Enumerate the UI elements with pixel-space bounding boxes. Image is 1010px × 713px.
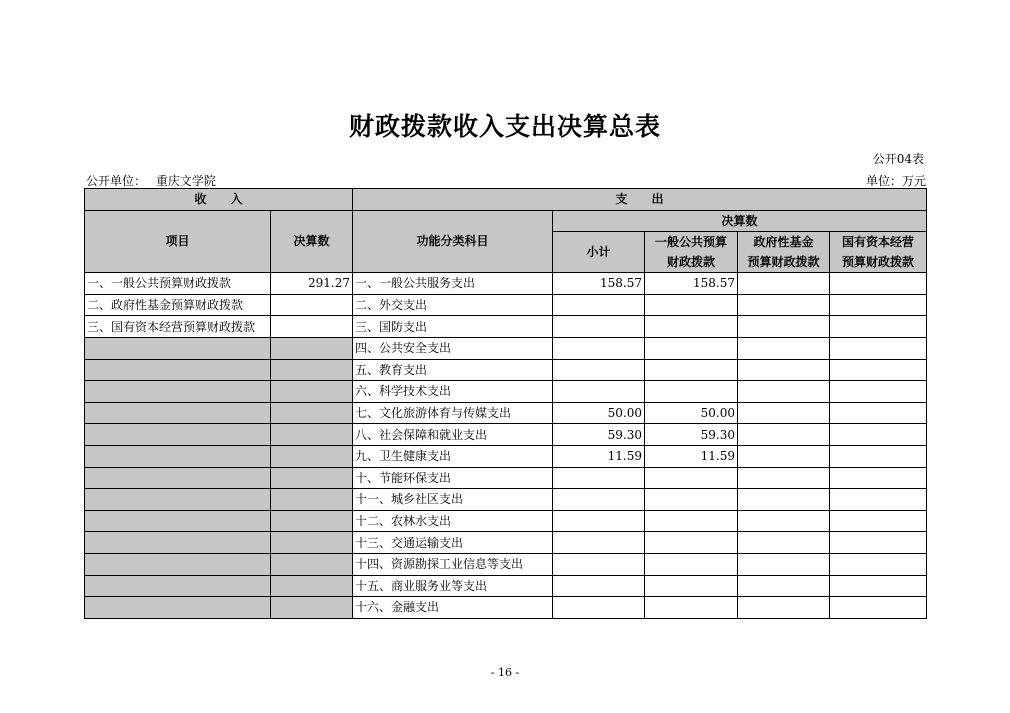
- gov-fund-cell: [738, 532, 830, 554]
- form-number: 公开04表: [872, 152, 924, 166]
- function-category-header: 功能分类科目: [353, 210, 553, 273]
- income-amount-cell: [271, 575, 353, 597]
- subtotal-cell: 158.57: [553, 273, 645, 295]
- general-budget-cell: [645, 575, 738, 597]
- subtotal-cell: [553, 553, 645, 575]
- state-capital-header-line1: 国有资本经营: [842, 235, 915, 250]
- function-category-cell: 八、社会保障和就业支出: [353, 424, 553, 446]
- function-category-cell: 十二、农林水支出: [353, 510, 553, 532]
- function-category-cell: 一、一般公共服务支出: [353, 273, 553, 295]
- subtotal-header: 小计: [553, 232, 645, 273]
- subtotal-cell: [553, 337, 645, 359]
- income-item-cell: [85, 510, 271, 532]
- gov-fund-cell: [738, 553, 830, 575]
- income-item-cell: [85, 553, 271, 575]
- gov-fund-cell: [738, 359, 830, 381]
- gov-fund-cell: [738, 273, 830, 295]
- subtotal-cell: 50.00: [553, 402, 645, 424]
- income-amount-cell: [271, 381, 353, 403]
- income-item-cell: 一、一般公共预算财政拨款: [85, 273, 271, 295]
- table-row: [85, 597, 927, 619]
- state-capital-cell: [830, 489, 927, 511]
- state-capital-header: [830, 232, 927, 273]
- page-number: - 16 -: [490, 666, 520, 679]
- gov-fund-header: [738, 232, 830, 273]
- general-budget-cell: 50.00: [645, 402, 738, 424]
- state-capital-cell: [830, 597, 927, 619]
- income-item-cell: [85, 445, 271, 467]
- income-amount-cell: [271, 467, 353, 489]
- income-amount-cell: [271, 597, 353, 619]
- table-row: [85, 575, 927, 597]
- income-amount-cell: [271, 510, 353, 532]
- general-budget-cell: [645, 597, 738, 619]
- income-item-cell: [85, 424, 271, 446]
- general-budget-cell: 11.59: [645, 445, 738, 467]
- subtotal-cell: [553, 294, 645, 316]
- state-capital-cell: [830, 532, 927, 554]
- state-capital-header-line2: 预算财政拨款: [842, 255, 915, 270]
- income-amount-cell: [271, 532, 353, 554]
- gov-fund-cell: [738, 510, 830, 532]
- subtotal-cell: 59.30: [553, 424, 645, 446]
- table-row: [85, 337, 927, 359]
- table-row: [85, 273, 927, 295]
- function-category-cell: 六、科学技术支出: [353, 381, 553, 403]
- table-row: [85, 445, 927, 467]
- general-budget-cell: [645, 381, 738, 403]
- state-capital-cell: [830, 424, 927, 446]
- state-capital-cell: [830, 575, 927, 597]
- income-item-cell: [85, 381, 271, 403]
- function-category-cell: 十三、交通运输支出: [353, 532, 553, 554]
- final-amount-header: 决算数: [553, 210, 927, 232]
- table-row: [85, 381, 927, 403]
- unit-name: 重庆文学院: [155, 174, 216, 188]
- table-row: [85, 424, 927, 446]
- subtotal-cell: [553, 359, 645, 381]
- function-category-cell: 九、卫生健康支出: [353, 445, 553, 467]
- gov-fund-cell: [738, 337, 830, 359]
- income-header: 收 入: [85, 189, 353, 211]
- function-category-cell: 五、教育支出: [353, 359, 553, 381]
- function-category-cell: 十六、金融支出: [353, 597, 553, 619]
- income-item-cell: [85, 532, 271, 554]
- subtotal-cell: [553, 575, 645, 597]
- budget-table: [84, 188, 927, 619]
- subtotal-cell: [553, 316, 645, 338]
- state-capital-cell: [830, 294, 927, 316]
- general-budget-cell: 158.57: [645, 273, 738, 295]
- subtotal-cell: [553, 510, 645, 532]
- income-amount-cell: [271, 359, 353, 381]
- gov-fund-header-line2: 预算财政拨款: [747, 255, 820, 270]
- gov-fund-cell: [738, 597, 830, 619]
- income-amount-cell: 291.27: [271, 273, 353, 295]
- gov-fund-cell: [738, 294, 830, 316]
- income-item-cell: [85, 597, 271, 619]
- income-item-cell: [85, 359, 271, 381]
- table-row: [85, 402, 927, 424]
- gov-fund-cell: [738, 445, 830, 467]
- table-row: [85, 489, 927, 511]
- general-budget-cell: [645, 489, 738, 511]
- table-body: [85, 273, 927, 619]
- item-header: 项目: [85, 210, 271, 273]
- state-capital-cell: [830, 316, 927, 338]
- general-budget-header-line2: 财政拨款: [667, 255, 716, 270]
- page-title: 财政拨款收入支出决算总表: [348, 112, 661, 141]
- gov-fund-cell: [738, 424, 830, 446]
- amount-header: 决算数: [271, 210, 353, 273]
- table-row: [85, 532, 927, 554]
- state-capital-cell: [830, 510, 927, 532]
- subtotal-cell: 11.59: [553, 445, 645, 467]
- function-category-cell: 十、节能环保支出: [353, 467, 553, 489]
- gov-fund-cell: [738, 467, 830, 489]
- table-row: [85, 467, 927, 489]
- expense-header: 支 出: [353, 189, 927, 211]
- subtotal-cell: [553, 489, 645, 511]
- table-row: [85, 510, 927, 532]
- function-category-cell: 四、公共安全支出: [353, 337, 553, 359]
- general-budget-header-line1: 一般公共预算: [655, 235, 728, 250]
- general-budget-cell: [645, 532, 738, 554]
- function-category-cell: 十一、城乡社区支出: [353, 489, 553, 511]
- function-category-cell: 七、文化旅游体育与传媒支出: [353, 402, 553, 424]
- state-capital-cell: [830, 445, 927, 467]
- table-row: [85, 316, 927, 338]
- income-amount-cell: [271, 294, 353, 316]
- general-budget-cell: [645, 359, 738, 381]
- subtotal-cell: [553, 467, 645, 489]
- general-budget-cell: 59.30: [645, 424, 738, 446]
- unit-label: 公开单位：: [86, 174, 147, 188]
- table-row: [85, 294, 927, 316]
- gov-fund-header-line1: 政府性基金: [753, 235, 814, 250]
- income-item-cell: [85, 337, 271, 359]
- income-item-cell: [85, 489, 271, 511]
- function-category-cell: 三、国防支出: [353, 316, 553, 338]
- income-amount-cell: [271, 489, 353, 511]
- function-category-cell: 二、外交支出: [353, 294, 553, 316]
- state-capital-cell: [830, 337, 927, 359]
- income-amount-cell: [271, 553, 353, 575]
- income-amount-cell: [271, 337, 353, 359]
- general-budget-cell: [645, 553, 738, 575]
- general-budget-cell: [645, 467, 738, 489]
- general-budget-cell: [645, 510, 738, 532]
- gov-fund-cell: [738, 381, 830, 403]
- subtotal-cell: [553, 532, 645, 554]
- gov-fund-cell: [738, 575, 830, 597]
- income-amount-cell: [271, 424, 353, 446]
- income-item-cell: [85, 575, 271, 597]
- gov-fund-cell: [738, 489, 830, 511]
- income-item-cell: 二、政府性基金预算财政拨款: [85, 294, 271, 316]
- income-item-cell: [85, 467, 271, 489]
- table-row: [85, 359, 927, 381]
- unit-info: [86, 172, 216, 189]
- income-amount-cell: [271, 445, 353, 467]
- function-category-cell: 十四、资源勘探工业信息等支出: [353, 553, 553, 575]
- gov-fund-cell: [738, 402, 830, 424]
- gov-fund-cell: [738, 316, 830, 338]
- income-amount-cell: [271, 316, 353, 338]
- subtotal-cell: [553, 597, 645, 619]
- general-budget-cell: [645, 316, 738, 338]
- table-row: [85, 553, 927, 575]
- income-item-cell: 三、国有资本经营预算财政拨款: [85, 316, 271, 338]
- income-item-cell: [85, 402, 271, 424]
- subtotal-cell: [553, 381, 645, 403]
- currency-unit: 单位：万元: [865, 174, 926, 188]
- income-amount-cell: [271, 402, 353, 424]
- general-budget-cell: [645, 337, 738, 359]
- general-budget-cell: [645, 294, 738, 316]
- state-capital-cell: [830, 467, 927, 489]
- state-capital-cell: [830, 402, 927, 424]
- state-capital-cell: [830, 381, 927, 403]
- function-category-cell: 十五、商业服务业等支出: [353, 575, 553, 597]
- state-capital-cell: [830, 359, 927, 381]
- state-capital-cell: [830, 273, 927, 295]
- state-capital-cell: [830, 553, 927, 575]
- general-budget-header: [645, 232, 738, 273]
